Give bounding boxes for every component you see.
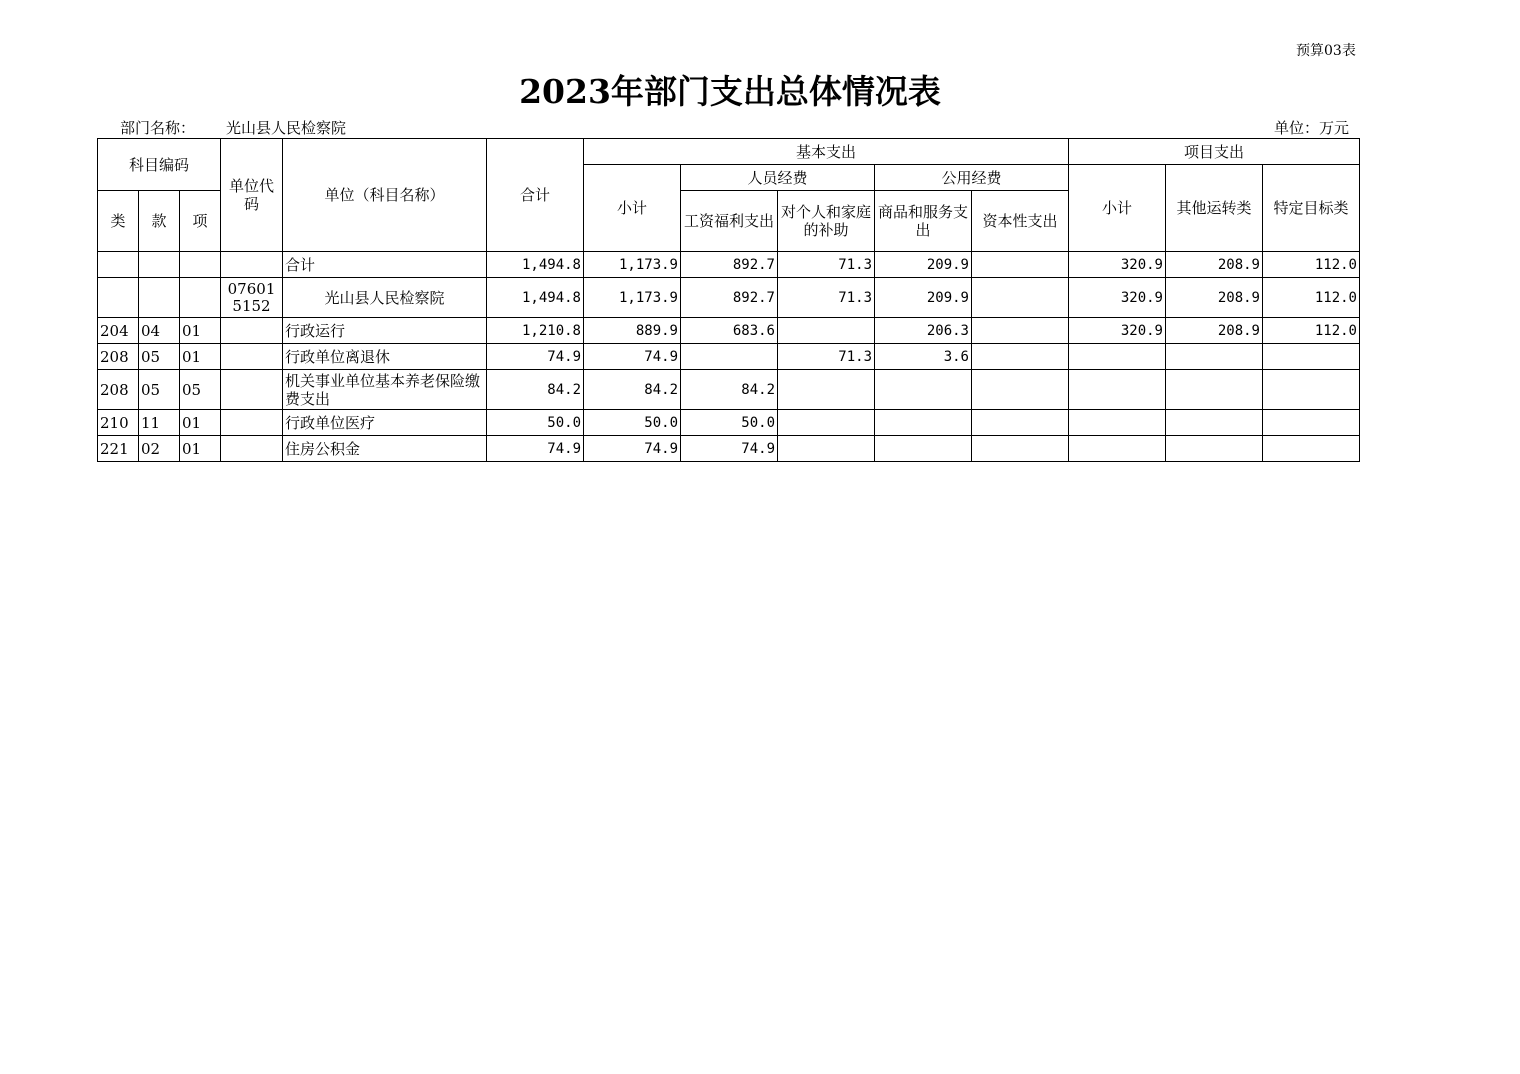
header-basic-expenditure: 基本支出 [584,139,1069,165]
cell-other-transfer: 208.9 [1166,318,1263,344]
cell-unit-name: 行政运行 [283,318,487,344]
cell-xiang [180,278,221,318]
cell-lei [98,278,139,318]
cell-project-subtotal: 320.9 [1069,252,1166,278]
cell-capital [972,278,1069,318]
cell-specific-target: 112.0 [1263,318,1360,344]
header-other-transfer: 其他运转类 [1166,165,1263,252]
table-row [98,410,1360,436]
cell-unit-code: 076015152 [221,278,283,318]
cell-unit-code [221,344,283,370]
cell-unit-code [221,318,283,344]
cell-salary: 892.7 [681,278,778,318]
cell-unit-name: 行政单位医疗 [283,410,487,436]
cell-personal-subsidy [778,370,875,410]
cell-unit-code [221,252,283,278]
cell-total: 74.9 [487,344,584,370]
cell-personal-subsidy [778,410,875,436]
cell-lei [98,252,139,278]
cell-xiang [180,252,221,278]
cell-specific-target [1263,344,1360,370]
header-personal-subsidy: 对个人和家庭的补助 [778,191,875,252]
cell-unit-code [221,370,283,410]
cell-capital [972,252,1069,278]
cell-lei: 204 [98,318,139,344]
cell-other-transfer [1166,370,1263,410]
header-public-funds: 公用经费 [875,165,1069,191]
table-row [98,252,1360,278]
cell-lei: 208 [98,344,139,370]
cell-personal-subsidy [778,318,875,344]
cell-kuan: 05 [139,344,180,370]
cell-total: 1,210.8 [487,318,584,344]
cell-goods-services [875,410,972,436]
cell-project-subtotal: 320.9 [1069,318,1166,344]
cell-salary: 892.7 [681,252,778,278]
cell-total: 74.9 [487,436,584,462]
cell-kuan [139,278,180,318]
cell-xiang: 01 [180,318,221,344]
cell-project-subtotal [1069,370,1166,410]
cell-kuan: 05 [139,370,180,410]
form-number: 预算03表 [1296,43,1356,59]
cell-goods-services: 3.6 [875,344,972,370]
cell-capital [972,344,1069,370]
header-lei: 类 [98,191,139,252]
cell-goods-services: 206.3 [875,318,972,344]
header-unit-code: 单位代码 [221,139,283,252]
header-unit-name: 单位（科目名称） [283,139,487,252]
cell-project-subtotal [1069,410,1166,436]
cell-other-transfer [1166,410,1263,436]
cell-personal-subsidy: 71.3 [778,344,875,370]
cell-kuan: 04 [139,318,180,344]
department-label: 部门名称： [120,119,196,137]
cell-salary [681,344,778,370]
cell-kuan: 02 [139,436,180,462]
cell-specific-target [1263,436,1360,462]
header-project-expenditure: 项目支出 [1069,139,1360,165]
table-header [98,139,1360,252]
cell-personal-subsidy [778,436,875,462]
header-goods-services: 商品和服务支出 [875,191,972,252]
department-name: 光山县人民检察院 [226,119,347,137]
cell-capital [972,370,1069,410]
header-project-subtotal: 小计 [1069,165,1166,252]
table-row [98,344,1360,370]
cell-total: 50.0 [487,410,584,436]
cell-goods-services [875,370,972,410]
cell-basic-subtotal: 74.9 [584,436,681,462]
table-row [98,370,1360,410]
cell-basic-subtotal: 889.9 [584,318,681,344]
cell-project-subtotal [1069,344,1166,370]
cell-salary: 50.0 [681,410,778,436]
cell-goods-services [875,436,972,462]
cell-specific-target [1263,370,1360,410]
cell-project-subtotal: 320.9 [1069,278,1166,318]
cell-basic-subtotal: 1,173.9 [584,278,681,318]
cell-basic-subtotal: 84.2 [584,370,681,410]
cell-unit-name: 光山县人民检察院 [283,278,487,318]
header-xiang: 项 [180,191,221,252]
cell-unit-name: 住房公积金 [283,436,487,462]
cell-lei: 221 [98,436,139,462]
cell-xiang: 01 [180,436,221,462]
cell-other-transfer [1166,344,1263,370]
table-row [98,318,1360,344]
cell-other-transfer [1166,436,1263,462]
cell-other-transfer: 208.9 [1166,278,1263,318]
cell-salary: 74.9 [681,436,778,462]
cell-capital [972,410,1069,436]
cell-lei: 210 [98,410,139,436]
header-personnel-funds: 人员经费 [681,165,875,191]
cell-personal-subsidy: 71.3 [778,278,875,318]
cell-unit-name: 机关事业单位基本养老保险缴费支出 [283,370,487,410]
header-kuan: 款 [139,191,180,252]
cell-kuan: 11 [139,410,180,436]
cell-unit-name: 行政单位离退休 [283,344,487,370]
cell-specific-target: 112.0 [1263,252,1360,278]
header-total: 合计 [487,139,584,252]
cell-unit-code [221,436,283,462]
cell-lei: 208 [98,370,139,410]
header-specific-target: 特定目标类 [1263,165,1360,252]
cell-basic-subtotal: 50.0 [584,410,681,436]
cell-total: 1,494.8 [487,252,584,278]
cell-total: 84.2 [487,370,584,410]
cell-capital [972,318,1069,344]
page-title: 2023年部门支出总体情况表 [519,72,941,111]
expenditure-table [97,138,1360,462]
cell-kuan [139,252,180,278]
cell-specific-target [1263,410,1360,436]
cell-project-subtotal [1069,436,1166,462]
cell-personal-subsidy: 71.3 [778,252,875,278]
cell-xiang: 01 [180,344,221,370]
cell-unit-code [221,410,283,436]
header-subject-code: 科目编码 [98,139,221,191]
cell-basic-subtotal: 74.9 [584,344,681,370]
cell-capital [972,436,1069,462]
cell-xiang: 01 [180,410,221,436]
cell-specific-target: 112.0 [1263,278,1360,318]
table-row [98,278,1360,318]
cell-goods-services: 209.9 [875,278,972,318]
cell-salary: 683.6 [681,318,778,344]
cell-goods-services: 209.9 [875,252,972,278]
cell-basic-subtotal: 1,173.9 [584,252,681,278]
cell-total: 1,494.8 [487,278,584,318]
header-capital: 资本性支出 [972,191,1069,252]
unit-label: 单位：万元 [1274,119,1350,137]
table-row [98,436,1360,462]
header-salary: 工资福利支出 [681,191,778,252]
cell-xiang: 05 [180,370,221,410]
header-basic-subtotal: 小计 [584,165,681,252]
cell-unit-name: 合计 [283,252,487,278]
cell-salary: 84.2 [681,370,778,410]
cell-other-transfer: 208.9 [1166,252,1263,278]
table-body [98,252,1360,462]
